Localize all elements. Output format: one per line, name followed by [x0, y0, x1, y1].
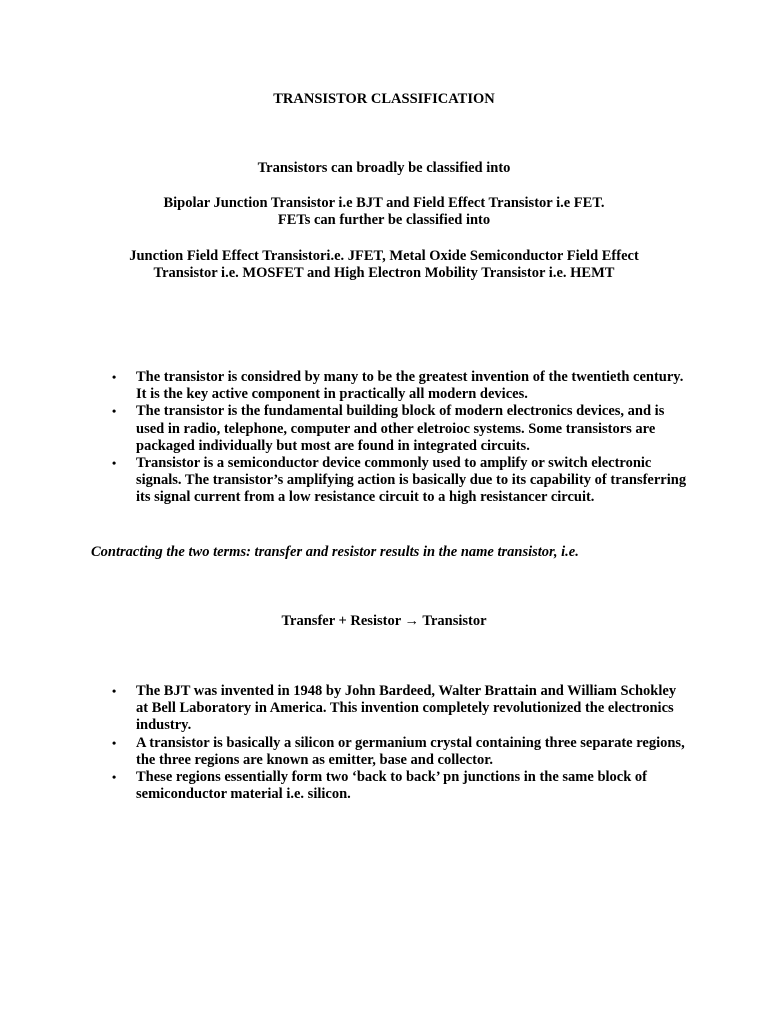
- italic-note: Contracting the two terms: transfer and resistor results in the name transistor, i.e.: [91, 544, 579, 560]
- list-item: [108, 769, 688, 803]
- bullet-icon: •: [112, 770, 117, 785]
- intro-line-3: FETs can further be classified into: [277, 212, 491, 228]
- list-item: [108, 683, 688, 735]
- bullet-list-1: [108, 369, 688, 507]
- list-item-text: The transistor is the fundamental building block of modern electronics devices, and is used in radio, telephone, computer and other eletroioc systems. Some transistors are packaged individually but most are found in integrated circuits.: [136, 403, 665, 454]
- list-item: [108, 403, 688, 455]
- intro-line-5: Transistor i.e. MOSFET and High Electron Mobility Transistor i.e. HEMT: [153, 265, 615, 281]
- list-item-text: Transistor is a semiconductor device commonly used to amplify or switch electronic signals. The transistor’s amplifying action is basically due to its capability of transferring its signal current from a low resistance circuit to a high resistancer circuit.: [136, 455, 687, 506]
- list-item: [108, 369, 688, 403]
- list-item: [108, 455, 688, 507]
- list-item-text: The transistor is considred by many to be the greatest invention of the twentieth century. It is the key active component in practically all modern devices.: [136, 369, 684, 403]
- equation: Transfer + Resistor → Transistor: [281, 613, 487, 629]
- list-item-text: These regions essentially form two ‘back to back’ pn junctions in the same block of semiconductor material i.e. silicon.: [136, 769, 647, 803]
- list-item: [108, 735, 688, 769]
- bullet-icon: •: [112, 456, 117, 471]
- intro-line-4: Junction Field Effect Transistori.e. JFET, Metal Oxide Semiconductor Field Effect: [129, 248, 639, 264]
- bullet-icon: •: [112, 735, 117, 750]
- list-item-text: A transistor is basically a silicon or germanium crystal containing three separate regions, the three regions are known as emitter, base and collector.: [136, 734, 685, 768]
- intro-line-2: Bipolar Junction Transistor i.e BJT and Field Effect Transistor i.e FET.: [163, 195, 605, 211]
- bullet-icon: •: [112, 370, 117, 384]
- list-item-text: The BJT was invented in 1948 by John Bardeed, Walter Brattain and William Schokley at Bell Laboratory in America. This invention completely revolutionized the electronics industry.: [136, 683, 677, 734]
- bullet-icon: •: [112, 404, 117, 419]
- intro-line-1: Transistors can broadly be classified into: [257, 160, 511, 176]
- bullet-icon: •: [112, 684, 117, 698]
- bullet-list-2: [108, 683, 688, 803]
- page-title: TRANSISTOR CLASSIFICATION: [273, 91, 495, 107]
